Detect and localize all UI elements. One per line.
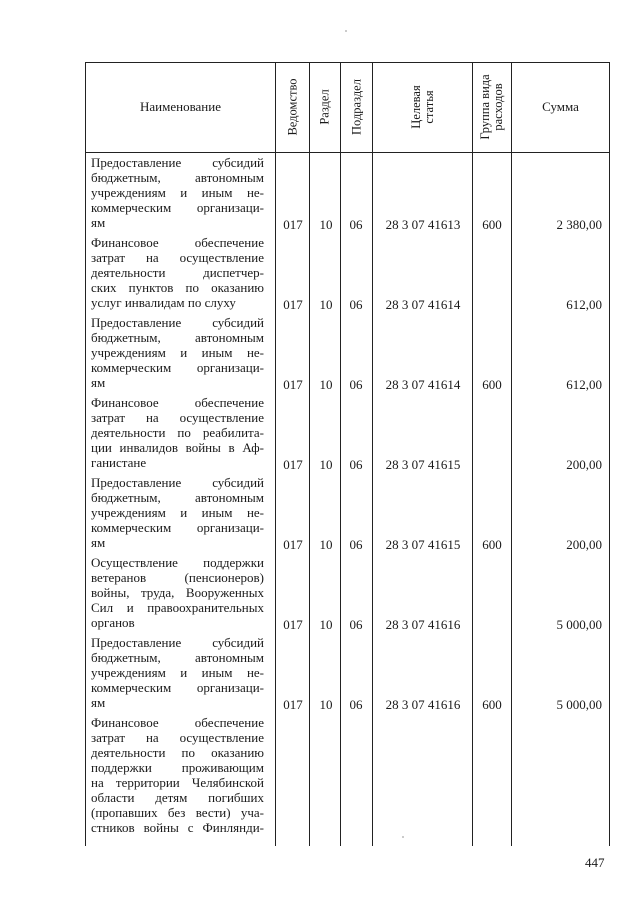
cell-vedomstvo: 017 — [283, 537, 303, 552]
name-line: ветеранов (пенсионеров) — [91, 570, 264, 585]
name-line: ции инвалидов войны в Аф- — [91, 440, 264, 455]
name-line: ских пунктов по оказанию — [91, 280, 264, 295]
column-divider — [372, 62, 373, 846]
name-line: ям — [91, 215, 106, 230]
name-line: (пропавших без вести) уча- — [91, 805, 264, 820]
name-line: Осуществление поддержки — [91, 555, 264, 570]
cell-podrazdel: 06 — [349, 537, 363, 552]
cell-celevaya: 28 3 07 41614 — [385, 297, 461, 312]
cell-summa: 5 000,00 — [556, 617, 602, 632]
table-row-name — [91, 475, 264, 550]
name-line: Финансовое обеспечение — [91, 395, 264, 410]
name-line: бюджетным, автономным — [91, 650, 264, 665]
header-summa-label: Сумма — [542, 98, 579, 114]
cell-razdel: 10 — [319, 537, 333, 552]
name-line: Финансовое обеспечение — [91, 715, 264, 730]
header-gruppa-label — [479, 74, 505, 139]
cell-summa: 5 000,00 — [556, 697, 602, 712]
table-border-right — [609, 62, 610, 846]
column-divider — [472, 62, 473, 846]
cell-summa: 612,00 — [566, 297, 602, 312]
cell-celevaya: 28 3 07 41616 — [385, 617, 461, 632]
name-line: коммерческим организаци- — [91, 360, 264, 375]
header-celevaya-line1: Целевая — [408, 84, 423, 129]
cell-podrazdel: 06 — [349, 377, 363, 392]
cell-gruppa: 600 — [482, 537, 502, 552]
name-line: коммерческим организаци- — [91, 680, 264, 695]
name-line: ям — [91, 375, 106, 390]
header-podrazdel-label: Подраздел — [349, 78, 363, 135]
table-row-name — [91, 715, 264, 835]
header-celevaya-line2: статья — [421, 89, 436, 124]
cell-summa: 200,00 — [566, 457, 602, 472]
header-razdel — [310, 62, 340, 151]
cell-vedomstvo: 017 — [283, 217, 303, 232]
header-name-label: Наименование — [140, 98, 221, 114]
header-summa — [512, 62, 609, 151]
cell-gruppa: 600 — [482, 377, 502, 392]
page-number: 447 — [585, 855, 605, 870]
name-line: услуг инвалидам по слуху — [91, 295, 236, 310]
name-line: учреждениям и иным не- — [91, 505, 264, 520]
name-line: коммерческим организаци- — [91, 520, 264, 535]
header-name — [86, 62, 275, 151]
header-gruppa — [473, 62, 511, 151]
table-row-name — [91, 395, 264, 470]
name-line: затрат на осуществление — [91, 250, 264, 265]
cell-gruppa: 600 — [482, 697, 502, 712]
name-line: бюджетным, автономным — [91, 330, 264, 345]
cell-celevaya: 28 3 07 41615 — [385, 537, 461, 552]
cell-razdel: 10 — [319, 617, 333, 632]
cell-razdel: 10 — [319, 297, 333, 312]
name-line: Предоставление субсидий — [91, 635, 264, 650]
name-line: области детям погибших — [91, 790, 264, 805]
table-row-name — [91, 155, 264, 230]
table-row-name — [91, 635, 264, 710]
name-line: Сил и правоохранительных — [91, 600, 264, 615]
table-row-name — [91, 315, 264, 390]
cell-podrazdel: 06 — [349, 217, 363, 232]
name-line: поддержки проживающим — [91, 760, 264, 775]
name-line: затрат на осуществление — [91, 730, 264, 745]
name-line: Финансовое обеспечение — [91, 235, 264, 250]
cell-razdel: 10 — [319, 217, 333, 232]
cell-vedomstvo: 017 — [283, 297, 303, 312]
name-line: ганистане — [91, 455, 147, 470]
cell-celevaya: 28 3 07 41615 — [385, 457, 461, 472]
header-gruppa-line2: расходов — [491, 82, 505, 131]
cell-celevaya: 28 3 07 41616 — [385, 697, 461, 712]
name-line: бюджетным, автономным — [91, 170, 264, 185]
cell-podrazdel: 06 — [349, 457, 363, 472]
cell-summa: 612,00 — [566, 377, 602, 392]
cell-razdel: 10 — [319, 377, 333, 392]
cell-podrazdel: 06 — [349, 697, 363, 712]
column-divider — [309, 62, 310, 846]
scan-speck — [345, 30, 347, 32]
table-row-name — [91, 235, 264, 310]
cell-podrazdel: 06 — [349, 617, 363, 632]
cell-summa: 2 380,00 — [556, 217, 602, 232]
header-razdel-label: Раздел — [317, 88, 332, 125]
name-line: учреждениям и иным не- — [91, 345, 264, 360]
scan-speck — [402, 836, 404, 838]
name-line: войны, труда, Вооруженных — [91, 585, 264, 600]
name-line: ям — [91, 535, 106, 550]
table-row-name — [91, 555, 264, 630]
cell-vedomstvo: 017 — [283, 377, 303, 392]
header-vedomstvo-label: Ведомство — [285, 77, 299, 136]
cell-vedomstvo: 017 — [283, 697, 303, 712]
cell-summa: 200,00 — [566, 537, 602, 552]
name-line: Предоставление субсидий — [91, 155, 264, 170]
column-divider — [511, 62, 512, 846]
name-line: Предоставление субсидий — [91, 315, 264, 330]
cell-celevaya: 28 3 07 41614 — [385, 377, 461, 392]
name-line: деятельности по оказанию — [91, 745, 264, 760]
name-line: деятельности по реабилита- — [91, 425, 264, 440]
name-line: Предоставление субсидий — [91, 475, 264, 490]
header-podrazdel — [341, 62, 372, 151]
header-vedomstvo — [276, 62, 309, 151]
cell-gruppa: 600 — [482, 217, 502, 232]
header-celevaya-label — [410, 85, 436, 128]
name-line: стников войны с Финлянди- — [91, 820, 264, 835]
name-line: коммерческим организаци- — [91, 200, 264, 215]
name-line: учреждениям и иным не- — [91, 185, 264, 200]
header-celevaya — [373, 62, 472, 151]
cell-celevaya: 28 3 07 41613 — [385, 217, 461, 232]
name-line: деятельности диспетчер- — [91, 265, 264, 280]
name-line: бюджетным, автономным — [91, 490, 264, 505]
name-line: учреждениям и иным не- — [91, 665, 264, 680]
cell-razdel: 10 — [319, 697, 333, 712]
table-border-left — [85, 62, 86, 846]
name-line: органов — [91, 615, 135, 630]
cell-vedomstvo: 017 — [283, 457, 303, 472]
name-line: на территории Челябинской — [91, 775, 264, 790]
cell-vedomstvo: 017 — [283, 617, 303, 632]
name-line: ям — [91, 695, 106, 710]
name-line: затрат на осуществление — [91, 410, 264, 425]
column-divider — [275, 62, 276, 846]
cell-podrazdel: 06 — [349, 297, 363, 312]
cell-razdel: 10 — [319, 457, 333, 472]
header-gruppa-line1: Группа вида — [478, 73, 492, 140]
column-divider — [340, 62, 341, 846]
